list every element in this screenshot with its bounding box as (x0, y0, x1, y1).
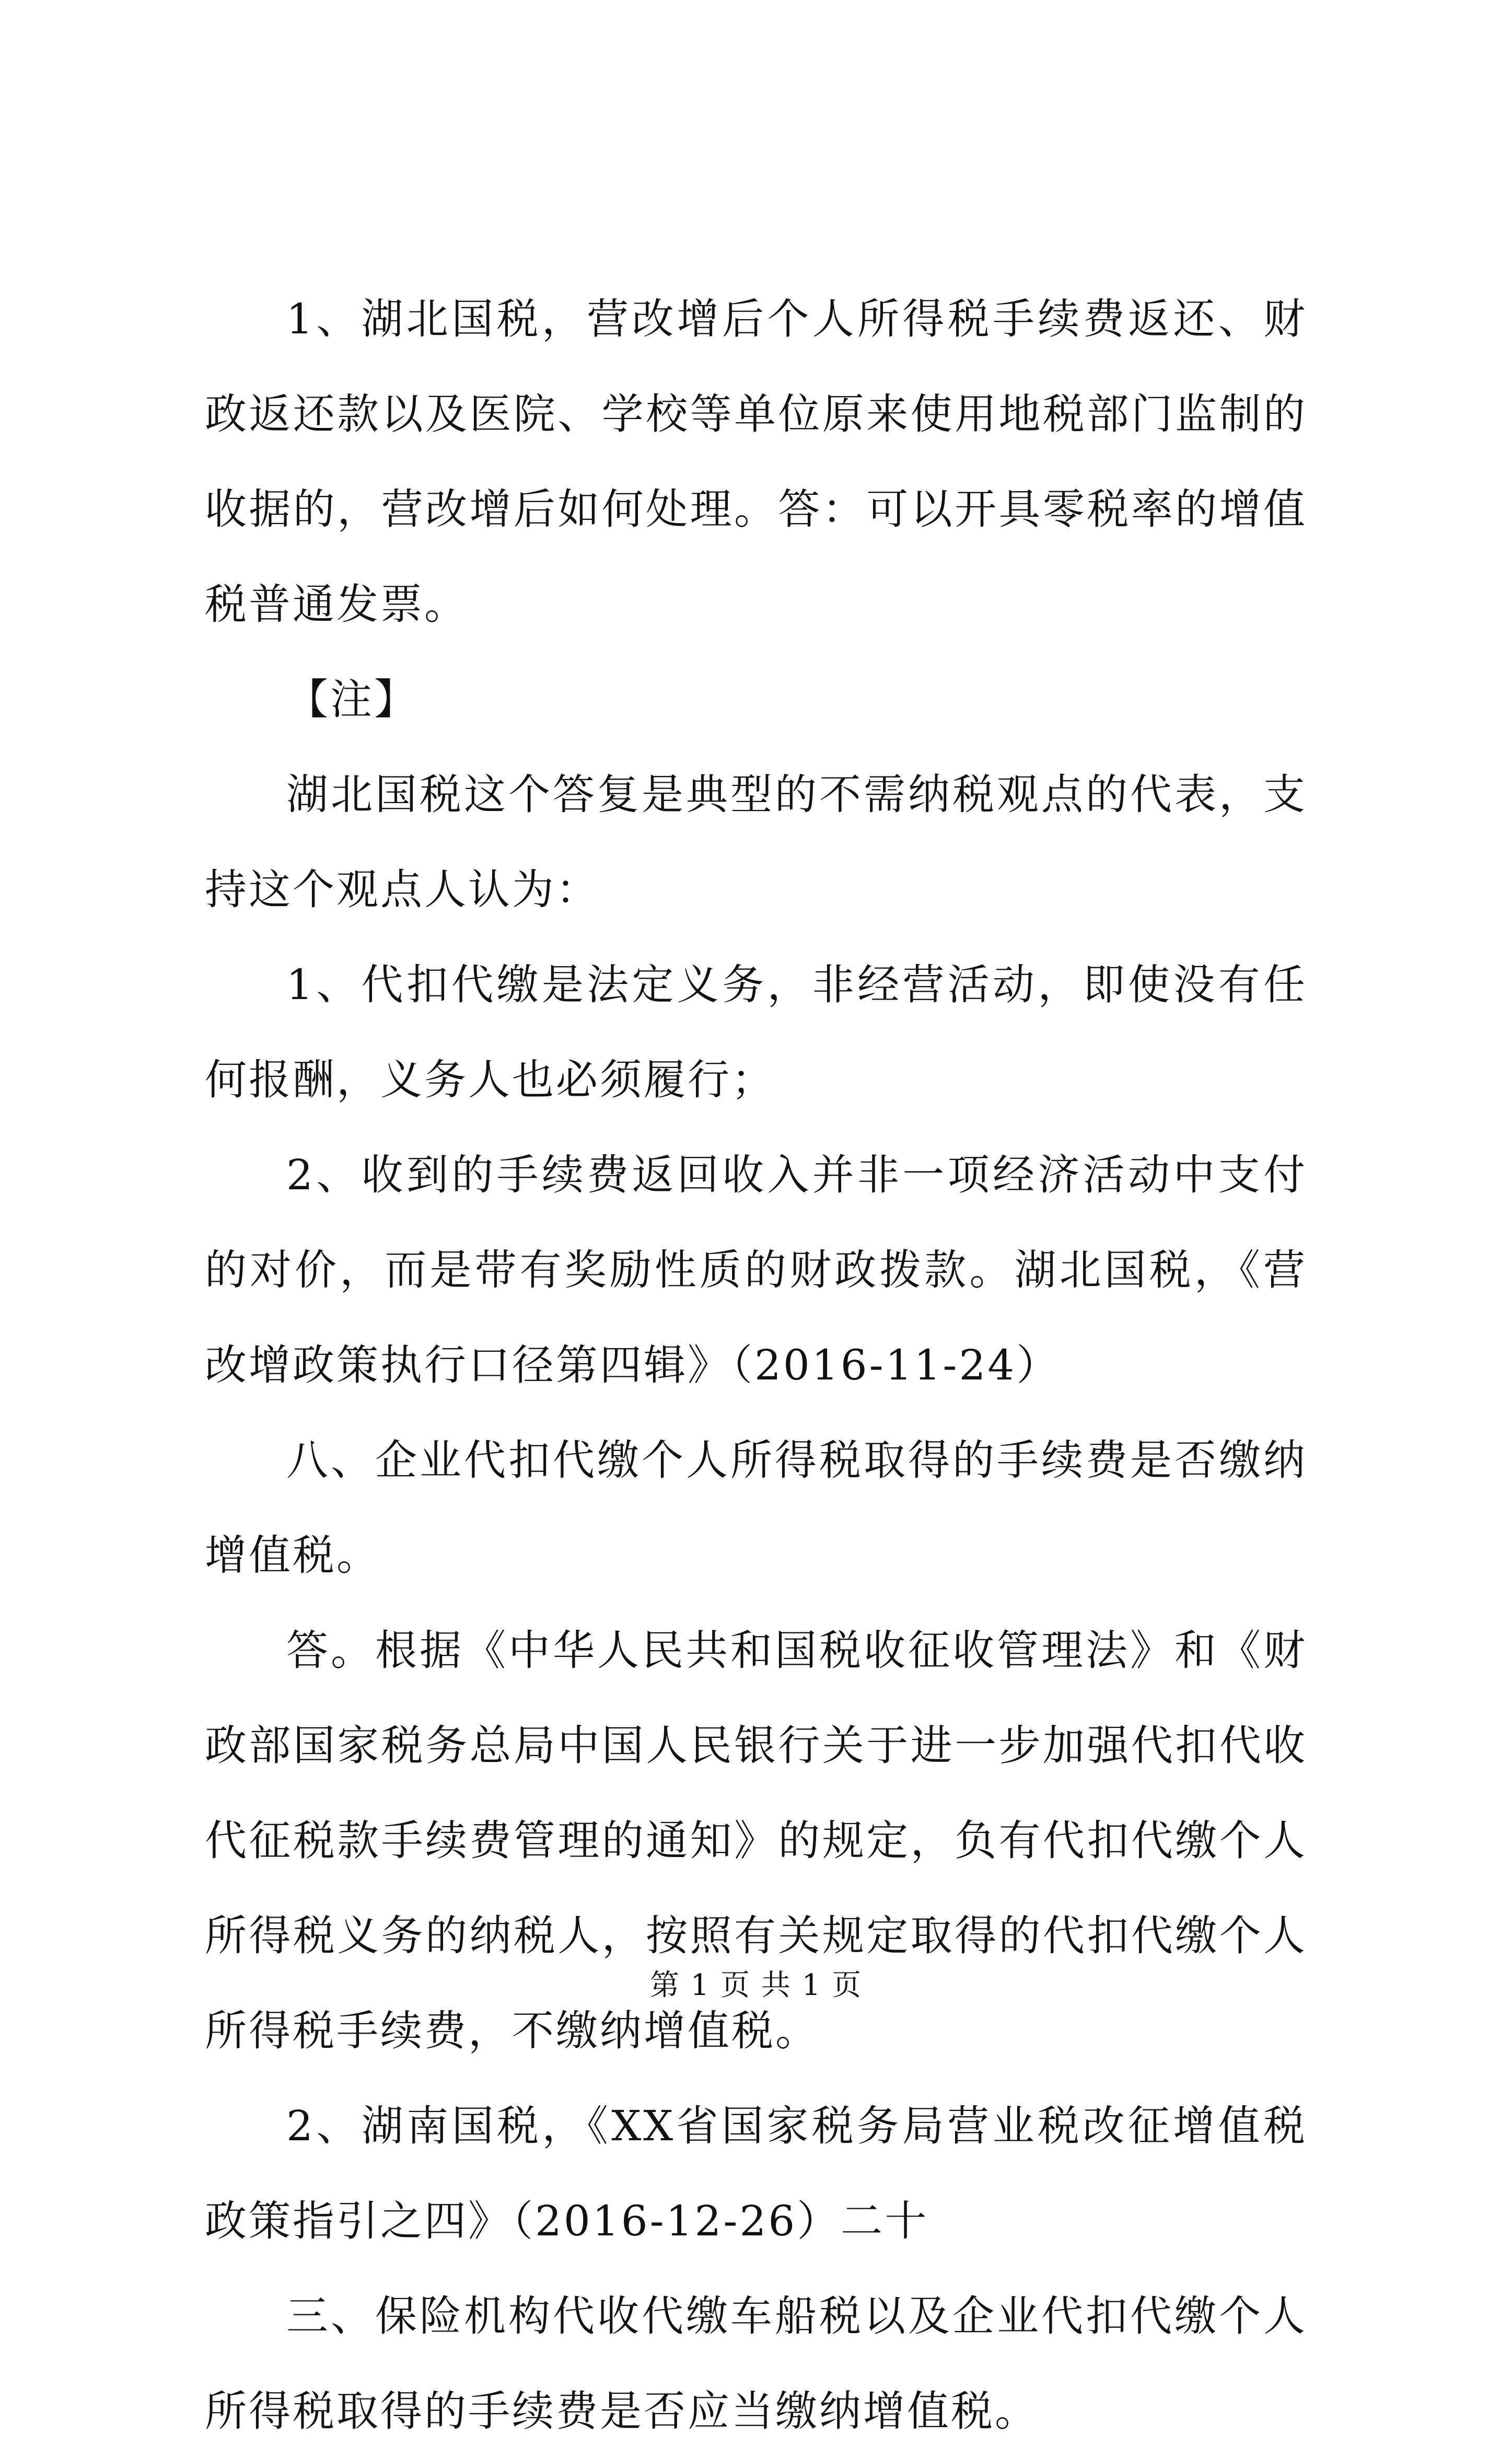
paragraph-6: 答。根据《中华人民共和国税收征收管理法》和《财政部国家税务总局中国人民银行关于进一步加强代扣代收代征税款手续费管理的通知》的规定，负有代扣代缴个人所得税义务的纳税人，按照有关规定取得的代扣代缴个人所得税手续费，不缴纳增值税。 (205, 1626, 1307, 2055)
paragraph-4: 2、收到的手续费返回收入并非一项经济活动中支付的对价，而是带有奖励性质的财政拨款。湖北国税，《营改增政策执行口径第四辑》（2016-11-24） (205, 1151, 1307, 1389)
paragraph-1: 1、湖北国税，营改增后个人所得税手续费返还、财政返还款以及医院、学校等单位原来使用地税部门监制的收据的，营改增后如何处理。答：可以开具零税率的增值税普通发票。 (205, 295, 1307, 629)
page-footer: 第 1 页 共 1 页 (649, 1968, 863, 2002)
paragraph-7: 2、湖南国税，《XX省国家税务局营业税改征增值税政策指引之四》（2016-12-26）二十 (205, 2102, 1307, 2245)
paragraph-8: 三、保险机构代收代缴车船税以及企业代扣代缴个人所得税取得的手续费是否应当缴纳增值税。 (205, 2292, 1307, 2435)
paragraph-2: 湖北国税这个答复是典型的不需纳税观点的代表，支持这个观点人认为： (205, 770, 1307, 914)
document-body (205, 272, 1307, 2459)
paragraph-5: 八、企业代扣代缴个人所得税取得的手续费是否缴纳增值税。 (205, 1436, 1307, 1580)
note-heading: 【注】 (286, 675, 418, 724)
paragraph-3: 1、代扣代缴是法定义务，非经营活动，即使没有任何报酬，义务人也必须履行； (205, 960, 1307, 1104)
